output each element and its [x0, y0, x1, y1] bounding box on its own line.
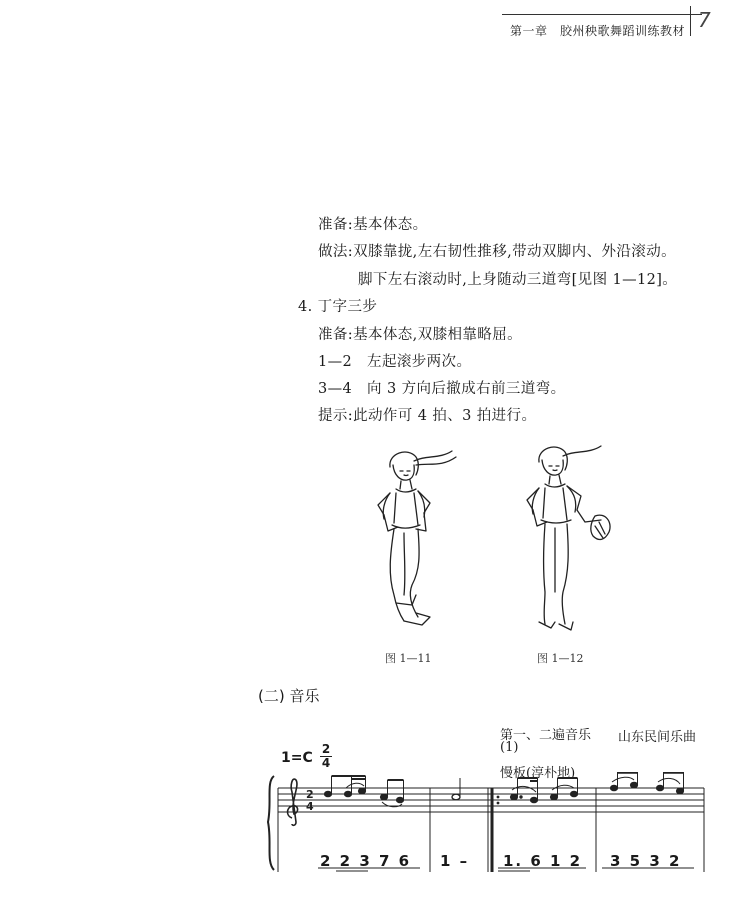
method-line-1: 做法:双膝靠拢,左右韧性推移,带动双脚内、外沿滚动。: [318, 244, 677, 260]
time-signature-bottom: 4: [321, 756, 331, 770]
time-signature: [320, 744, 332, 769]
prep-line-1: 准备:基本体态。: [318, 217, 428, 233]
header-divider: [690, 6, 691, 36]
music-passes-label: 第一、二遍音乐: [500, 728, 592, 743]
jianpu-measure-2: 1 –: [440, 852, 470, 870]
music-tempo: 慢板(淳朴地): [500, 766, 576, 781]
step-3-4: 3—4 向 3 方向后撤成右前三道弯。: [318, 381, 566, 397]
method-line-2: 脚下左右滚动时,上身随动三道弯[见图 1—12]。: [358, 272, 678, 288]
measure-1-notes: [324, 788, 403, 803]
item-4-heading: 4. 丁字三步: [298, 299, 378, 315]
jianpu-measure-3: 1. 6 1 2: [503, 852, 583, 870]
svg-text:2: 2: [306, 788, 314, 801]
running-header: 第一章 胶州秧歌舞蹈训练教材: [510, 24, 686, 38]
tip-line: 提示:此动作可 4 拍、3 拍进行。: [318, 408, 537, 424]
time-signature-top: 2: [321, 742, 331, 756]
prep-line-2: 准备:基本体态,双膝相靠略屈。: [318, 327, 522, 343]
page-number: 7: [698, 8, 711, 32]
section-heading-music: (二) 音乐: [258, 687, 320, 705]
measure-3-notes: [510, 791, 577, 803]
half-note: [452, 794, 460, 800]
header-rule: [502, 14, 702, 15]
jianpu-measure-1: 2 2 3 7 6: [320, 852, 412, 870]
music-source-label: 山东民间乐曲: [618, 730, 697, 745]
svg-text:4: 4: [306, 800, 314, 813]
dancer-figure-1-12: [515, 442, 630, 637]
figure-caption-1-11: 图 1—11: [385, 652, 432, 665]
score-brace: [268, 776, 274, 870]
jianpu-measure-4: 3 5 3 2: [610, 852, 682, 870]
dancer-figure-1-11: [360, 445, 470, 640]
figure-caption-1-12: 图 1—12: [537, 652, 584, 665]
step-1-2: 1—2 左起滚步两次。: [318, 354, 472, 370]
treble-clef: [288, 779, 298, 825]
key-signature: 1=C: [281, 750, 313, 766]
music-section-number: (1): [500, 740, 519, 755]
